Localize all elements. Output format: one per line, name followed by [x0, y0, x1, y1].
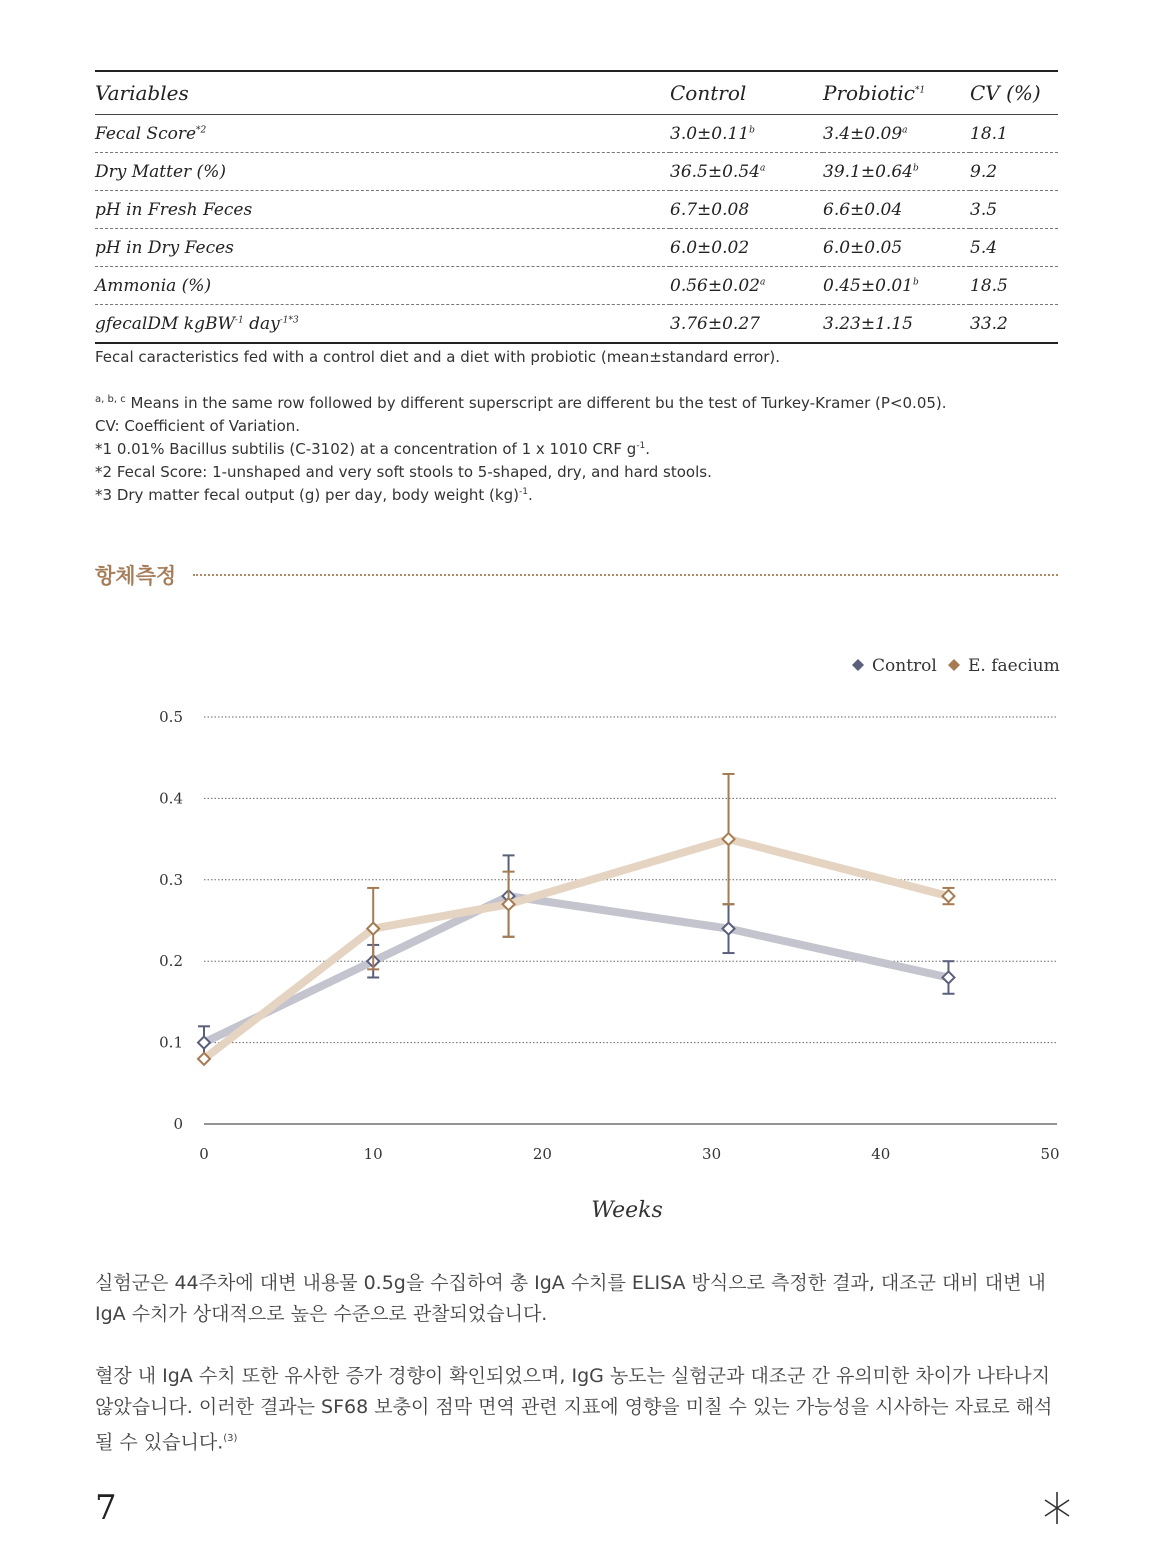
cell-control: 0.56±0.02$^a$ — [670, 267, 823, 305]
reference-mark: (3) — [223, 1433, 238, 1444]
cell-control: 6.0±0.02 — [670, 229, 823, 267]
note-abc-mark: a, b, c — [95, 394, 126, 405]
cell-control: 3.76±0.27 — [670, 313, 760, 334]
y-tick-labels — [159, 708, 183, 1133]
cell-variable: Ammonia (%) — [95, 267, 670, 305]
cell-variable: Dry Matter (%) — [95, 153, 670, 191]
table-caption: Fecal caracteristics fed with a control diet and a diet with probiotic (mean±standard error). — [95, 348, 781, 366]
section-divider — [193, 574, 1058, 576]
y-tick-label: 0 — [173, 1115, 183, 1133]
cell-probiotic: 3.23±1.15 — [823, 313, 913, 334]
cell-variable: pH in Dry Feces — [95, 229, 670, 267]
legend-marker-icon — [852, 659, 864, 671]
legend-label: Control — [872, 656, 937, 676]
header-control: Control — [670, 71, 823, 115]
header-probiotic: Probiotic$^{*1}$ — [823, 71, 970, 115]
cell-probiotic: 0.45±0.01$^b$ — [823, 267, 970, 305]
y-tick-label: 0.4 — [159, 789, 183, 808]
cell-cv: 18.5 — [970, 267, 1058, 305]
cell-probiotic: 3.4±0.09$^a$ — [823, 115, 970, 153]
iga-line-chart — [0, 640, 1157, 1240]
chart-legend — [852, 656, 1060, 676]
cell-control: 36.5±0.54$^a$ — [670, 153, 823, 191]
table-row — [95, 267, 1058, 305]
asterisk-star-icon — [1042, 1490, 1072, 1526]
table-row — [95, 305, 1058, 344]
x-tick-label: 40 — [871, 1145, 891, 1163]
x-axis-label: Weeks — [591, 1198, 663, 1223]
note-abc: $^{a, b, c}$ Means in the same row followed by different superscript are different bu the test of Turkey-Kramer (P<0.05). — [95, 394, 947, 412]
legend-label: E. faecium — [968, 656, 1060, 676]
cell-variable: Fecal Score$^{*2}$ — [95, 115, 670, 153]
cell-probiotic: 6.6±0.04 — [823, 191, 970, 229]
chart-grid — [204, 717, 1057, 1124]
page-number: 7 — [95, 1488, 117, 1528]
cell-cv: 18.1 — [970, 115, 1058, 153]
y-tick-label: 0.5 — [159, 708, 183, 726]
cell-control: 6.7±0.08 — [670, 191, 823, 229]
note-cv: CV: Coefficient of Variation. — [95, 417, 301, 435]
series-e-faecium — [198, 774, 954, 1065]
paragraph-2: 혈장 내 IgA 수치 또한 유사한 증가 경향이 확인되었으며, IgG 농도는 실험군과 대조군 간 유의미한 차이가 나타나지 않았습니다. 이러한 결과는 SF68 보충이 점막 면역 관련 지표에 영향을 미칠 수 있는 가능성을 시사하는 자료로 해석될 수 있습니다.$^{(3)}$ — [95, 1365, 1053, 1454]
section-title: 항체측정 — [95, 564, 177, 588]
table-row — [95, 153, 1058, 191]
x-tick-label: 20 — [532, 1145, 552, 1163]
cell-cv: 9.2 — [970, 153, 1058, 191]
table-row — [95, 229, 1058, 267]
table-row — [95, 191, 1058, 229]
x-tick-label: 0 — [199, 1145, 209, 1163]
cell-cv: 3.5 — [970, 191, 1058, 229]
x-tick-label: 30 — [702, 1145, 722, 1163]
x-tick-label: 10 — [363, 1145, 383, 1163]
header-variables: Variables — [95, 71, 670, 115]
table-row — [95, 115, 1058, 153]
y-tick-label: 0.1 — [159, 1033, 183, 1052]
y-tick-label: 0.2 — [159, 952, 183, 971]
note-3: *3 Dry matter fecal output (g) per day, body weight (kg)$^{-1}$. — [95, 486, 533, 504]
cell-cv: 33.2 — [970, 313, 1008, 334]
cell-probiotic: 39.1±0.64$^b$ — [823, 153, 970, 191]
cell-cv: 5.4 — [970, 229, 1058, 267]
table-header-row — [95, 71, 1058, 115]
legend-marker-icon — [948, 659, 960, 671]
note-1: *1 0.01% Bacillus subtilis (C-3102) at a concentration of 1 x 1010 CRF $g^{-1}$. — [95, 440, 651, 458]
note-2: *2 Fecal Score: 1-unshaped and very soft stools to 5-shaped, dry, and hard stools. — [95, 463, 712, 481]
y-tick-label: 0.3 — [159, 870, 183, 889]
cell-control: 3.0±0.11$^b$ — [670, 115, 823, 153]
x-tick-labels — [199, 1145, 1059, 1163]
chart-series — [198, 774, 954, 1065]
fecal-characteristics-table — [95, 70, 1058, 344]
header-cv: CV (%) — [970, 71, 1058, 115]
cell-probiotic: 6.0±0.05 — [823, 229, 970, 267]
paragraph-1: 실험군은 44주차에 대변 내용물 0.5g을 수집하여 총 IgA 수치를 ELISA 방식으로 측정한 결과, 대조군 대비 대변 내 IgA 수치가 상대적으로 높은 수준으로 관찰되었습니다. — [95, 1272, 1046, 1325]
x-tick-label: 50 — [1040, 1145, 1060, 1163]
cell-variable: gfecalDM kgBW$^{-1}$ day$^{-1*3}$ — [95, 313, 299, 334]
cell-variable: pH in Fresh Feces — [95, 191, 670, 229]
